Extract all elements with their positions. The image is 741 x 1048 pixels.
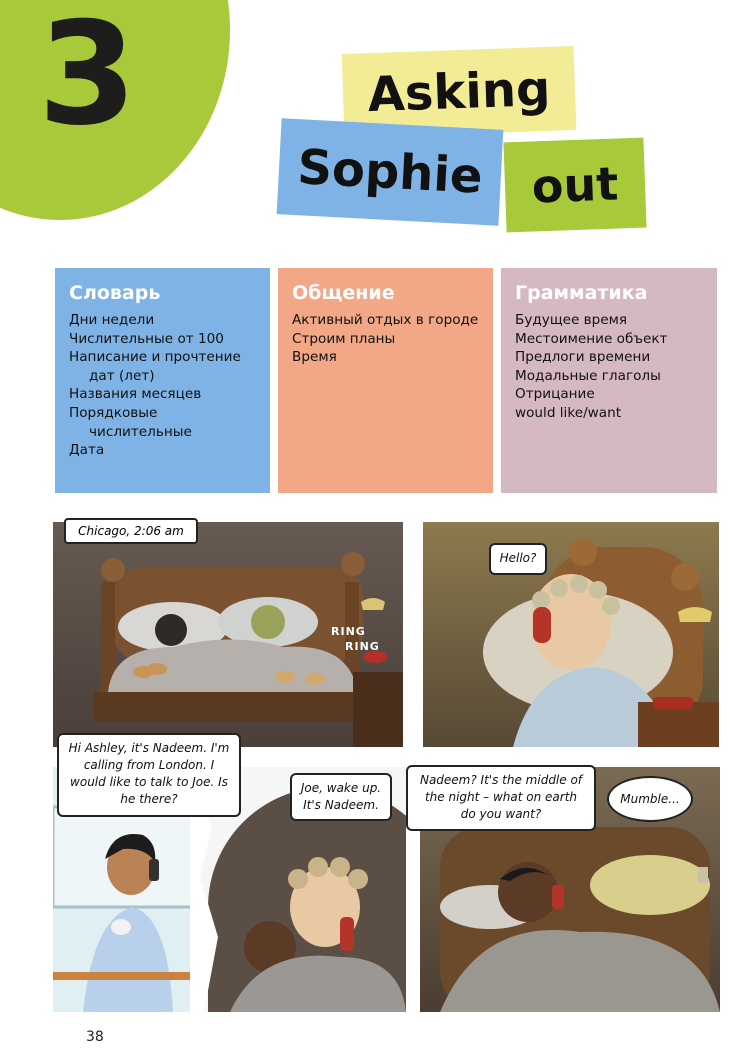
communication-box (278, 268, 493, 493)
speech-bubble-middle-of-night: Nadeem? It's the middle of the night – what on earth do you want? (406, 765, 596, 831)
vocabulary-list (69, 311, 256, 460)
ring-sound-2: RING (345, 640, 380, 653)
title-word-sophie: Sophie (277, 118, 504, 225)
title-word-out: out (503, 138, 646, 233)
list-item: Написание и прочтение дат (лет) (69, 349, 241, 384)
list-item: Отрицание (515, 386, 595, 403)
speech-bubble-mumble: Mumble... (607, 776, 693, 822)
list-item: Дата (69, 442, 105, 459)
grammar-box (501, 268, 717, 493)
grammar-list (515, 311, 703, 423)
grammar-heading: Грамматика (515, 282, 648, 304)
list-item: Дни недели (69, 312, 155, 328)
list-item: Порядковые числительные (69, 404, 192, 440)
vocabulary-heading: Словарь (69, 282, 161, 304)
comic-panel-bedroom (53, 522, 403, 747)
communication-heading: Общение (292, 282, 395, 304)
speech-bubble-nadeem: Hi Ashley, it's Nadeem. I'm calling from London. I would like to talk to Joe. Is he there? (57, 733, 241, 817)
list-item: Местоимение объект (515, 330, 668, 347)
list-item: Время (292, 349, 337, 366)
vocabulary-box (55, 268, 270, 493)
scene-caption: Chicago, 2:06 am (64, 518, 198, 544)
list-item: Числительные от 100 (69, 330, 224, 347)
list-item: Модальные глаголы (515, 367, 661, 384)
list-item: Названия месяцев (69, 386, 202, 403)
woman-phone-illustration (423, 522, 719, 747)
list-item: Строим планы (292, 330, 396, 347)
ring-sound-1: RING (331, 625, 366, 638)
comic-panel-answer (423, 522, 719, 747)
list-item: Предлоги времени (515, 349, 651, 366)
speech-bubble-wake-up: Joe, wake up. It's Nadeem. (290, 773, 392, 821)
list-item: would like/want (515, 404, 622, 421)
page-number: 38 (86, 1029, 104, 1045)
speech-bubble-hello: Hello? (489, 543, 547, 575)
unit-number: 3 (38, 0, 137, 157)
list-item: Будущее время (515, 312, 628, 328)
title-word-asking: Asking (342, 46, 577, 138)
communication-list (292, 311, 479, 367)
list-item: Активный отдых в городе (292, 312, 479, 328)
